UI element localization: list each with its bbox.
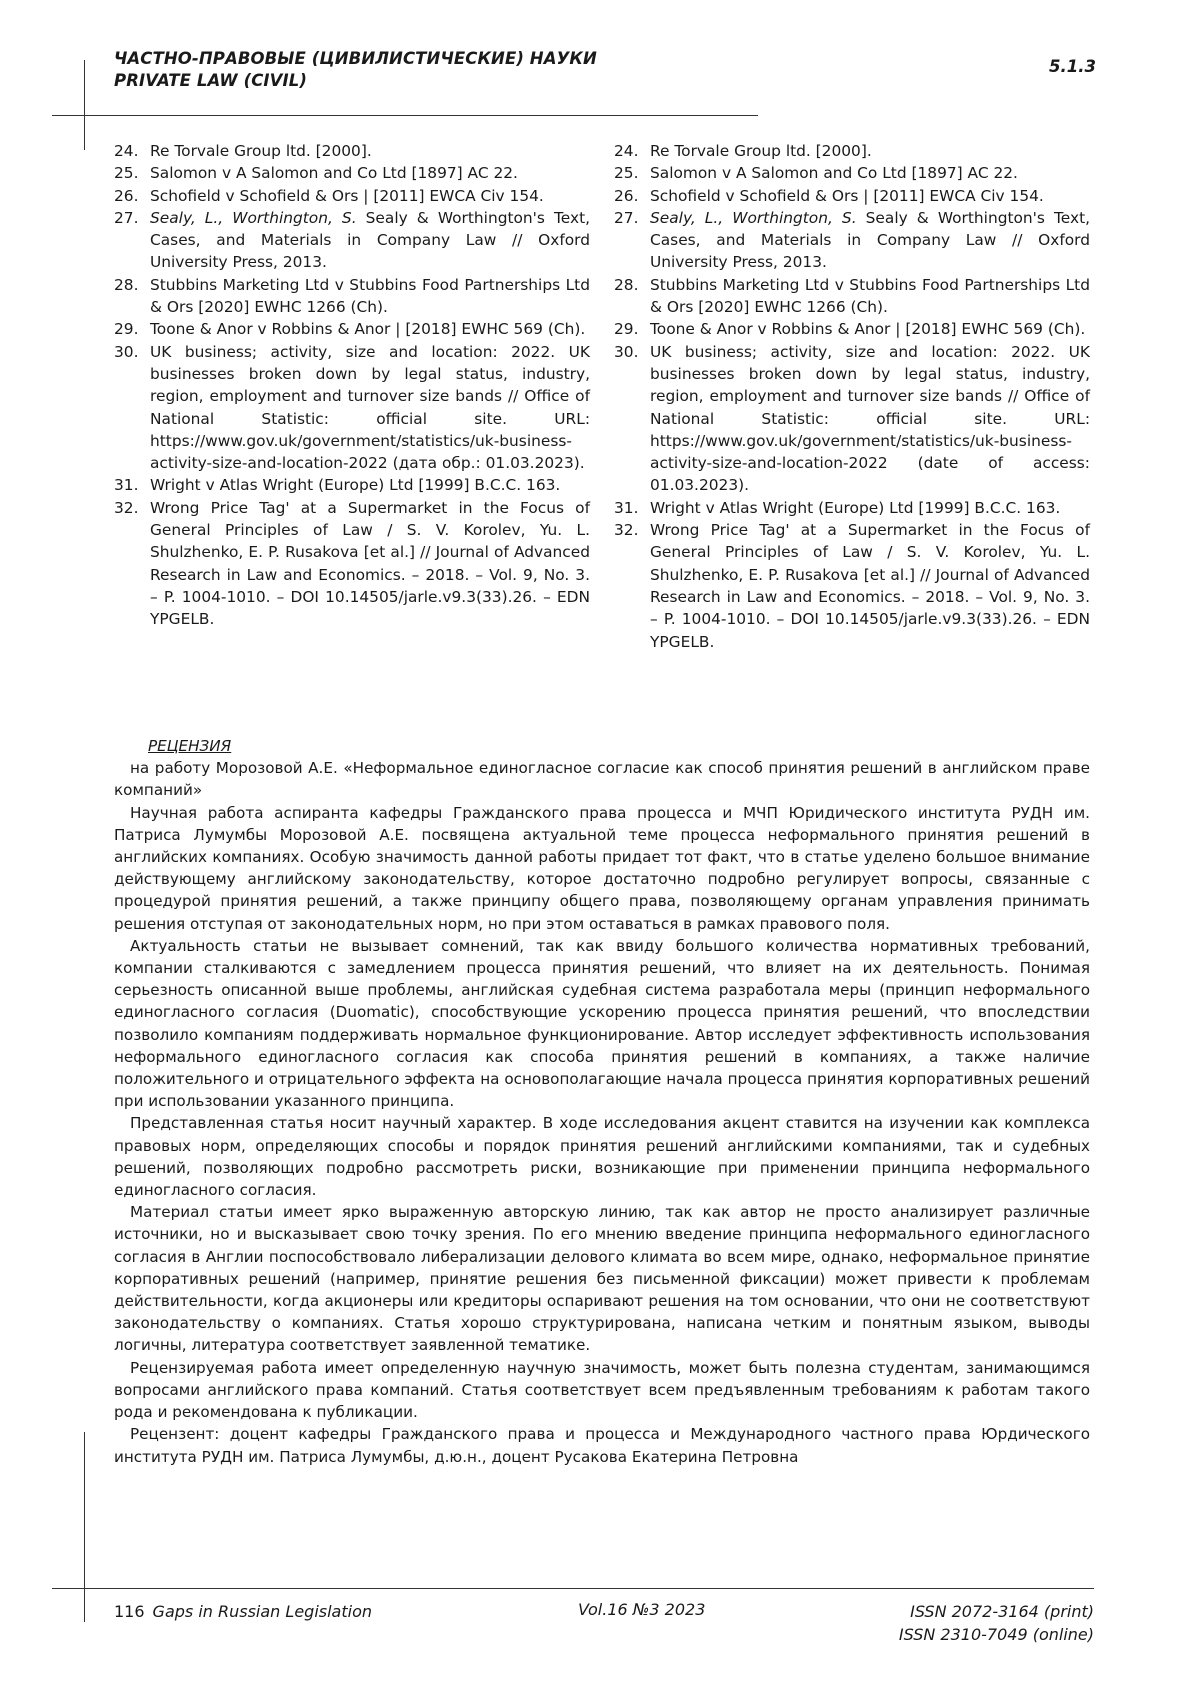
reference-number: 25.: [614, 164, 639, 183]
review-paragraph: Представленная статья носит научный характер. В ходе исследования акцент ставится на изучении как комплекса правовых норм, определяющих способы и порядок принятия решений английскими компаниями, так и судебных решений, позволяющих подробно рассмотреть риски, возникающие при применении принципа неформального единогласного согласия.: [114, 1114, 1090, 1200]
reference-item: [614, 207, 1090, 274]
section-code: 5.1.3: [1049, 57, 1096, 76]
reference-text: UK business; activity, size and location: 2022. UK businesses broken down by legal status, industry, region, employment and turnover size bands // Office of National Statistic: official site. URL: https://www.gov.uk/government/statistics/uk-business-activity-size-and-location-2022 (date of access: 01.03.2023).: [650, 342, 1090, 495]
reference-number: 25.: [114, 164, 139, 183]
reference-item: [614, 274, 1090, 319]
reference-number: 31.: [614, 498, 639, 517]
review-paragraph: Материал статьи имеет ярко выраженную авторскую линию, так как автор не просто анализирует различные источники, но и высказывает свою точку зрения. По его мнению введение принципа неформального единогласного согласия в Англии поспособствовало либерализации делового климата во всем мире, однако, неформальное принятие корпоративных решений (например, принятие решения без письменной фиксации) может привести к проблемам действительности, когда акционеры или кредиторы оспаривают решения на том основании, что они не соответствуют законодательству о компаниях. Статья хорошо структурирована, написана четким и понятным языком, выводы логичны, литература соответствует заявленной тематике.: [114, 1203, 1090, 1355]
reference-item: [114, 497, 590, 631]
journal-name: Gaps in Russian Legislation: [152, 1602, 372, 1621]
reference-number: 29.: [114, 320, 139, 339]
reference-text: Salomon v A Salomon and Co Ltd [1897] AC 22.: [650, 164, 1018, 183]
reference-authors: Sealy, L., Worthington, S.: [150, 208, 357, 227]
reference-item: [114, 140, 590, 162]
reference-item: [114, 207, 590, 274]
page-number: 116: [114, 1602, 145, 1621]
references-list-en: [614, 140, 1090, 653]
review-heading: РЕЦЕНЗИЯ: [148, 737, 232, 755]
issn-print: ISSN 2072-3164 (print): [910, 1602, 1094, 1621]
reference-item: [114, 274, 590, 319]
reference-number: 26.: [614, 186, 639, 205]
reference-number: 24.: [614, 142, 639, 160]
header-title-ru: ЧАСТНО-ПРАВОВЫЕ (ЦИВИЛИСТИЧЕСКИЕ) НАУКИ: [114, 49, 597, 68]
review-paragraph: Актуальность статьи не вызывает сомнений, так как ввиду большого количества нормативных требований, компании сталкиваются с замедлением процесса принятия решений, что влияет на их деятельность. Понимая серьезность описанной выше проблемы, английская судебная система разработала меры (принцип неформального единогласного согласия (Duomatic), способствующие ускорению процесса принятия решений, что впоследствии позволило компаниям поддерживать нормальное функционирование. Автор исследует эффективность использования неформального единогласного согласия как способа принятия решений в компаниях, а также наличие положительного и отрицательного эффекта на основополагающие начала процесса принятия корпоративных решений при использовании указанного принципа.: [114, 936, 1090, 1111]
reference-number: 31.: [114, 476, 139, 495]
reference-item: [614, 519, 1090, 653]
reference-number: 29.: [614, 320, 639, 339]
reference-text: Schofield v Schofield & Ors | [2011] EWCA Civ 154.: [150, 186, 544, 205]
header-title-en: PRIVATE LAW (CIVIL): [114, 71, 308, 90]
header-horizontal-rule: [52, 115, 758, 116]
reference-number: 28.: [614, 275, 639, 294]
reference-text: Wright v Atlas Wright (Europe) Ltd [1999] B.C.C. 163.: [150, 476, 561, 495]
reference-number: 27.: [114, 208, 139, 227]
reference-text: Sealy & Worthington's Text, Cases, and Materials in Company Law // Oxford University Press, 2013.: [650, 208, 1090, 272]
reference-item: [614, 497, 1090, 519]
footer-vertical-rule: [84, 1432, 85, 1622]
reference-text: Wright v Atlas Wright (Europe) Ltd [1999] B.C.C. 163.: [650, 498, 1061, 517]
reference-item: [614, 140, 1090, 162]
review-section: [114, 735, 1090, 1468]
reference-item: [614, 318, 1090, 340]
reference-text: Re Torvale Group ltd. [2000].: [650, 142, 872, 160]
reference-text: Sealy & Worthington's Text, Cases, and Materials in Company Law // Oxford University Press, 2013.: [150, 208, 590, 272]
reference-number: 26.: [114, 186, 139, 205]
reference-item: [614, 162, 1090, 184]
reviewer-signature: Рецензент: доцент кафедры Гражданского права и процесса и Международного частного права Юрдического института РУДН им. Патриса Лумумбы, д.ю.н., доцент Русакова Екатерина Петровна: [114, 1425, 1090, 1466]
header-vertical-rule: [84, 60, 85, 150]
review-paragraph: Рецензируемая работа имеет определенную научную значимость, может быть полезна студентам, занимающимся вопросами английского права компаний. Статья соответствует всем предъявленным требованиям к работам такого рода и рекомендована к публикации.: [114, 1358, 1090, 1422]
reference-item: [114, 341, 590, 475]
reference-item: [114, 318, 590, 340]
reference-item: [614, 185, 1090, 207]
reference-text: Wrong Price Tag' at a Supermarket in the Focus of General Principles of Law / S. V. Korolev, Yu. L. Shulzhenko, E. P. Rusakova [et al.] // Journal of Advanced Research in Law and Economics. – 2018. – Vol. 9, No. 3. – P. 1004-1010. – DOI 10.14505/jarle.v9.3(33).26. – EDN YPGELB.: [650, 521, 1090, 651]
reference-number: 32.: [614, 521, 639, 540]
reference-text: Re Torvale Group ltd. [2000].: [150, 142, 372, 160]
reference-number: 30.: [114, 342, 139, 361]
reference-number: 27.: [614, 208, 639, 227]
references-list-ru: [114, 140, 590, 631]
reference-text: Toone & Anor v Robbins & Anor | [2018] EWHC 569 (Ch).: [150, 320, 586, 339]
running-header: [114, 48, 597, 92]
reference-number: 28.: [114, 275, 139, 294]
reference-text: Stubbins Marketing Ltd v Stubbins Food Partnerships Ltd & Ors [2020] EWHC 1266 (Ch).: [150, 275, 590, 317]
review-subtitle: на работу Морозовой А.Е. «Неформальное единогласное согласие как способ принятия решений в английском праве компаний»: [114, 759, 1090, 800]
reference-text: Stubbins Marketing Ltd v Stubbins Food Partnerships Ltd & Ors [2020] EWHC 1266 (Ch).: [650, 275, 1090, 317]
reference-item: [114, 162, 590, 184]
volume-issue: Vol.16 №3 2023: [578, 1600, 706, 1619]
reference-number: 32.: [114, 498, 139, 517]
reference-text: Salomon v A Salomon and Co Ltd [1897] AC 22.: [150, 164, 518, 183]
reference-item: [614, 341, 1090, 497]
reference-authors: Sealy, L., Worthington, S.: [650, 208, 857, 227]
reference-item: [114, 185, 590, 207]
review-paragraph: Научная работа аспиранта кафедры Гражданского права процесса и МЧП Юридического института РУДН им. Патриса Лумумбы Морозовой А.Е. посвящена актуальной теме процесса неформального принятия решений в английских компаниях. Особую значимость данной работы придает тот факт, что в статье уделено большое внимание действующему английскому законодательству, которое достаточно подробно регулирует вопросы, связанные с процедурой принятия решений, а также принципу общего права, позволяющему органам управления принимать решения отступая от законодательных норм, но при этом оставаться в рамках правового поля.: [114, 803, 1090, 933]
footer-issn: [899, 1600, 1094, 1646]
footer-horizontal-rule: [52, 1588, 1094, 1589]
reference-text: UK business; activity, size and location: 2022. UK businesses broken down by legal status, industry, region, employment and turnover size bands // Office of National Statistic: official site. URL: https://www.gov.uk/government/statistics/uk-business-activity-size-and-location-2022 (дата обр.: 01.03.2023).: [150, 342, 590, 473]
footer-left: [114, 1602, 372, 1621]
issn-online: ISSN 2310-7049 (online): [898, 1625, 1094, 1644]
reference-text: Toone & Anor v Robbins & Anor | [2018] EWHC 569 (Ch).: [650, 320, 1086, 339]
reference-number: 24.: [114, 142, 139, 160]
reference-text: Wrong Price Tag' at a Supermarket in the Focus of General Principles of Law / S. V. Korolev, Yu. L. Shulzhenko, E. P. Rusakova [et al.] // Journal of Advanced Research in Law and Economics. – 2018. – Vol. 9, No. 3. – P. 1004-1010. – DOI 10.14505/jarle.v9.3(33).26. – EDN YPGELB.: [150, 498, 590, 629]
reference-number: 30.: [614, 342, 639, 361]
reference-text: Schofield v Schofield & Ors | [2011] EWCA Civ 154.: [650, 186, 1044, 205]
reference-item: [114, 474, 590, 496]
